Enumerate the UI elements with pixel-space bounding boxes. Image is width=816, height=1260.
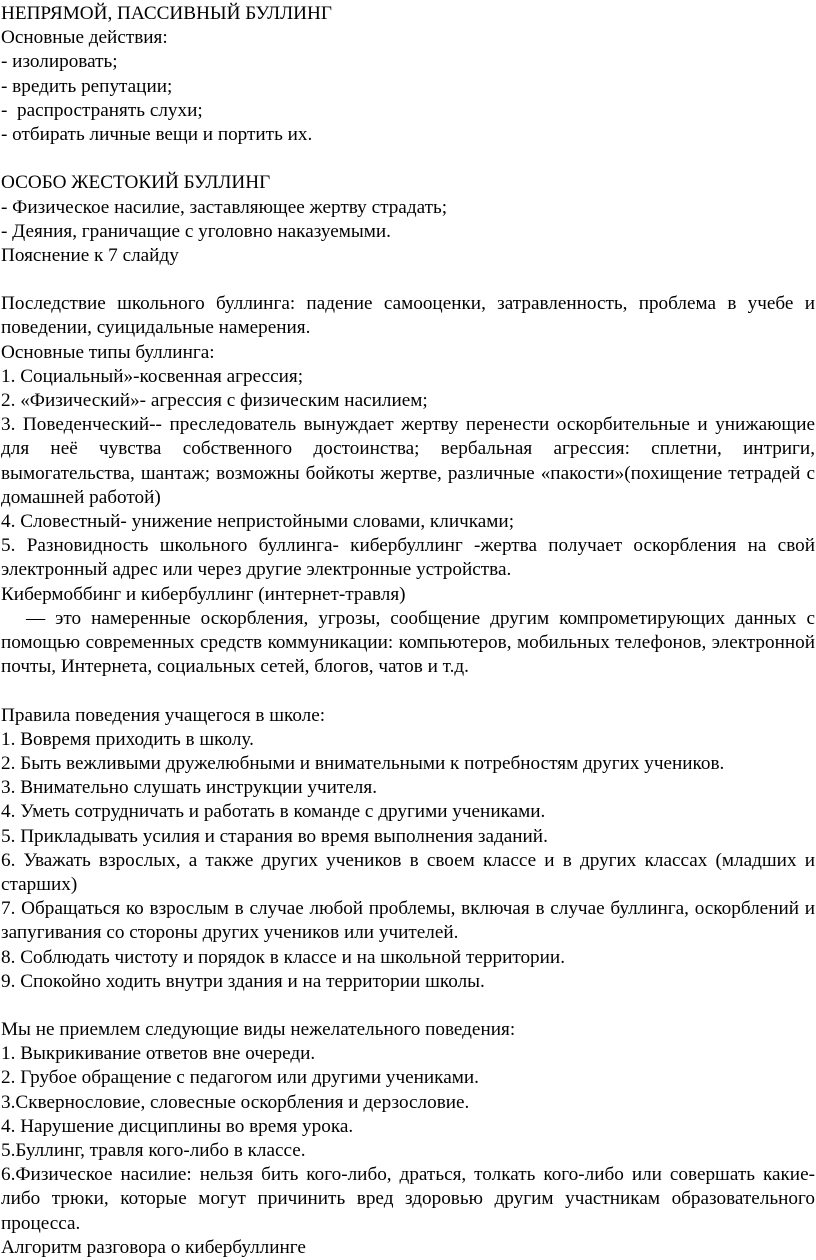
blank-line	[1, 679, 815, 703]
list-item: 5.Буллинг, травля кого-либо в классе.	[1, 1140, 306, 1162]
cyber-paragraph:   — это намеренные оскорбления, угрозы, сообщение другим компрометирующих данных с помощью современных средств коммуникации: компьютеров, мобильных телефонов, электронной почты, Интернета, социальных сетей, блогов, чатов и т.д.	[1, 607, 815, 678]
list-item: 3. Внимательно слушать инструкции учителя.	[1, 777, 377, 799]
list-item: 9. Спокойно ходить внутри здания и на территории школы.	[1, 970, 485, 992]
list-item: 4. Нарушение дисциплины во время урока.	[1, 1115, 354, 1137]
passive-bullying-heading: НЕПРЯМОЙ, ПАССИВНЫЙ БУЛЛИНГ	[1, 3, 332, 24]
slide-note: Пояснение к 7 слайду	[1, 244, 179, 266]
list-item: 6. Уважать взрослых, а также других учеников в своем классе и в других классах (младших и старших)	[1, 849, 815, 895]
blank-line	[1, 268, 815, 292]
list-item: - изолировать;	[1, 51, 118, 73]
cruel-bullying-heading: ОСОБО ЖЕСТОКИЙ БУЛЛИНГ	[1, 172, 271, 194]
list-item: 1. Социальный»-косвенная агрессия;	[1, 365, 304, 387]
list-item: 5. Прикладывать усилия и старания во время выполнения заданий.	[1, 825, 548, 847]
list-item: - вредить репутации;	[1, 75, 173, 97]
list-item: 1. Выкрикивание ответов вне очереди.	[1, 1043, 316, 1065]
consequence-paragraph: Последствие школьного буллинга: падение самооценки, затравленность, проблема в учебе и поведении, суицидальные намерения.	[1, 293, 815, 339]
list-item: 2. «Физический»- агрессия с физическим насилием;	[1, 390, 428, 412]
blank-line	[1, 994, 815, 1018]
list-item: 3.Сквернословие, словесные оскорбления и дерзословие.	[1, 1091, 470, 1113]
list-item: - отбирать личные вещи и портить их.	[1, 123, 313, 145]
list-item: 1. Вовремя приходить в школу.	[1, 728, 254, 750]
list-item: 5. Разновидность школьного буллинга- кибербуллинг -жертва получает оскорбления на свой электронный адрес или через другие электронные устройства.	[1, 535, 815, 581]
list-item: 2. Грубое обращение с педагогом или другими учениками.	[1, 1067, 479, 1089]
list-item: 6.Физическое насилие: нельзя бить кого-либо, драться, толкать кого-либо или совершать какие-либо трюки, которые могут причинить вред здоровью другим участникам образовательного процесса.	[1, 1164, 815, 1234]
unacceptable-behavior-heading: Мы не приемлем следующие виды нежелательного поведения:	[1, 1019, 516, 1041]
main-actions-label: Основные действия:	[1, 27, 168, 49]
list-item: - Физическое насилие, заставляющее жертву страдать;	[1, 196, 448, 218]
rules-heading: Правила поведения учащегося в школе:	[1, 704, 326, 726]
algorithm-heading: Алгоритм разговора о кибербуллинге	[1, 1236, 306, 1258]
list-item: 3. Поведенческий-- преследователь вынуждает жертву перенести оскорбительные и унижающие для неё чувства собственного достоинства; вербальная агрессия: сплетни, интриги, вымогательства, шантаж; возможны бойкоты жертве, различные «пакости»(похищение тетрадей с домашней работой)	[1, 414, 815, 508]
list-item: - Деяния, граничащие с уголовно наказуемыми.	[1, 220, 391, 242]
list-item: - распространять слухи;	[1, 99, 203, 121]
types-heading: Основные типы буллинга:	[1, 341, 215, 363]
list-item: 7. Обращаться ко взрослым в случае любой проблемы, включая в случае буллинга, оскорблений и запугивания со стороны других учеников или учителей.	[1, 898, 815, 944]
list-item: 2. Быть вежливыми дружелюбными и внимательными к потребностям других учеников.	[1, 752, 725, 774]
list-item: 4. Уметь сотрудничать и работать в команде с другими учениками.	[1, 801, 546, 823]
cyber-heading: Кибермоббинг и кибербуллинг (интернет-травля)	[1, 583, 406, 605]
list-item: 4. Словестный- унижение непристойными словами, кличками;	[1, 511, 515, 533]
blank-line	[1, 147, 815, 171]
list-item: 8. Соблюдать чистоту и порядок в классе и на школьной территории.	[1, 946, 565, 968]
